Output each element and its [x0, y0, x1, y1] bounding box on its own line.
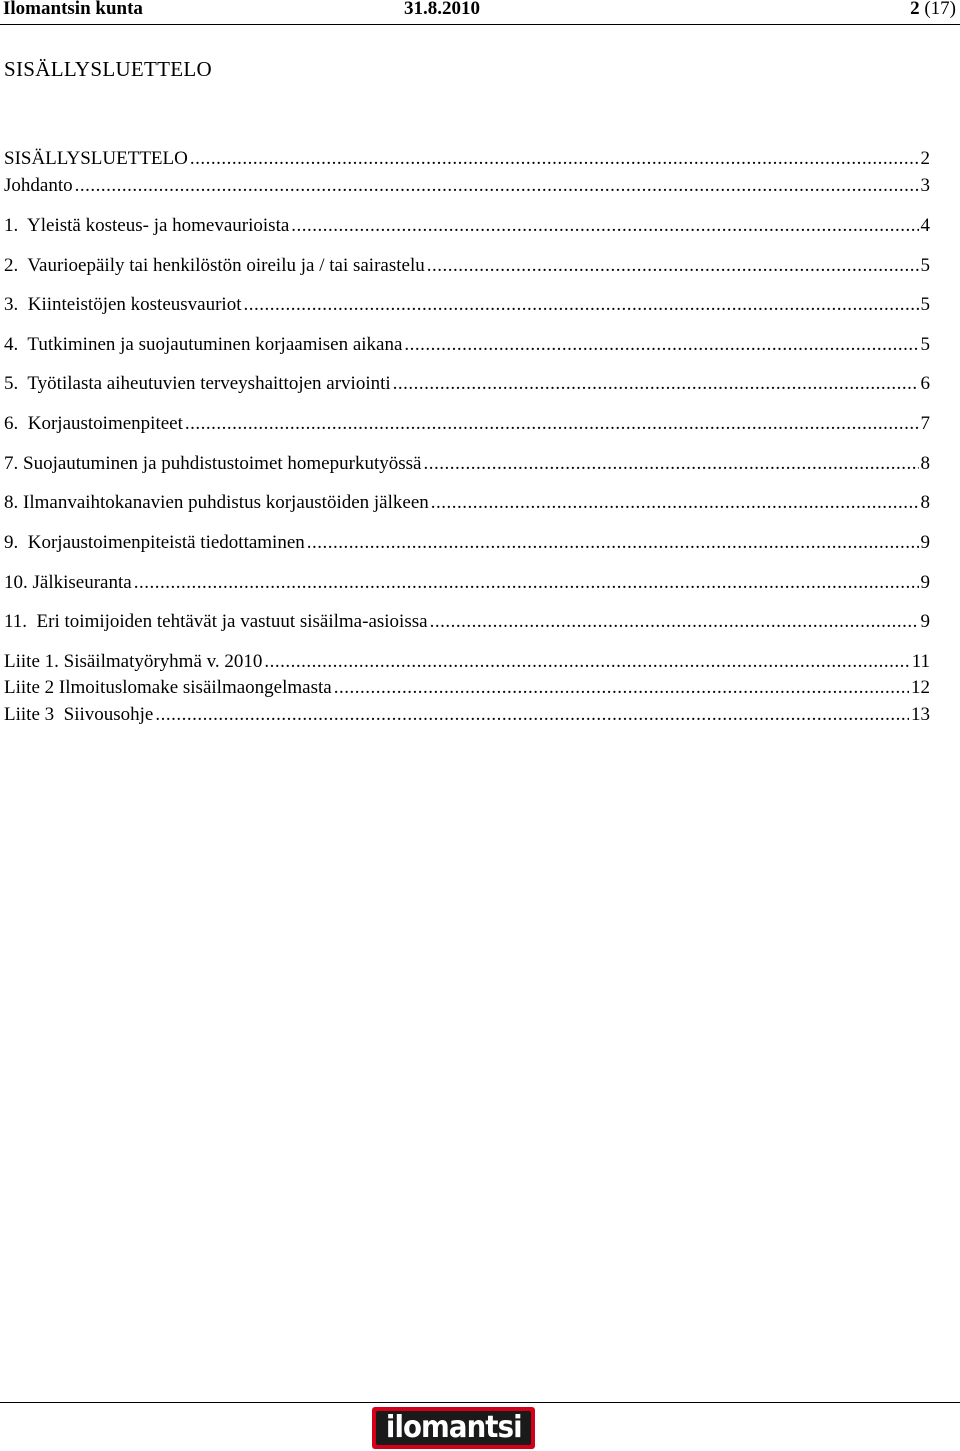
header-divider [0, 24, 960, 25]
toc-entry[interactable] [4, 611, 930, 633]
toc-dot-leader [190, 148, 919, 170]
toc-entry[interactable] [4, 453, 930, 475]
page-title: SISÄLLYSLUETTELO [4, 57, 213, 81]
toc-dot-leader [404, 334, 918, 356]
toc-dot-leader [430, 611, 919, 633]
toc-entry-page: 8 [920, 492, 930, 513]
toc-dot-leader [307, 532, 919, 554]
toc-entry-page: 9 [920, 611, 930, 632]
toc-entry[interactable] [4, 704, 930, 726]
toc-dot-leader [185, 413, 919, 435]
toc-entry-label: Johdanto [4, 175, 73, 196]
toc-entry[interactable] [4, 532, 930, 554]
logo-wordmark: ilomantsi [385, 1410, 522, 1445]
toc-dot-leader [334, 677, 909, 699]
toc-entry-label: Liite 2 Ilmoituslomake sisäilmaongelmasta [4, 677, 332, 698]
toc-entry-page: 9 [920, 532, 930, 553]
toc-entry-label: 1. Yleistä kosteus- ja homevaurioista [4, 215, 290, 236]
toc-entry[interactable] [4, 492, 930, 514]
toc-entry-page: 9 [920, 572, 930, 593]
toc-entry-label: 4. Tutkiminen ja suojautuminen korjaamisen aikana [4, 334, 403, 355]
toc-entry-page: 8 [920, 453, 930, 474]
toc-entry-label: SISÄLLYSLUETTELO [4, 148, 188, 169]
toc-entry-page: 4 [920, 215, 930, 236]
footer-divider [0, 1402, 960, 1403]
toc-dot-leader [427, 255, 919, 277]
toc-entry-label: 9. Korjaustoimenpiteistä tiedottaminen [4, 532, 305, 553]
page-total: (17) [924, 0, 956, 19]
toc-entry-label: Liite 1. Sisäilmatyöryhmä v. 2010 [4, 651, 263, 672]
toc-entry-page: 6 [920, 373, 930, 394]
toc-dot-leader [291, 215, 918, 237]
page-header [0, 0, 960, 22]
toc-entry-page: 5 [920, 334, 930, 355]
page-indicator [910, 0, 956, 19]
page-number: 2 [910, 0, 920, 19]
toc-entry[interactable] [4, 334, 930, 356]
document-date: 31.8.2010 [404, 0, 480, 19]
toc-dot-leader [243, 294, 918, 316]
toc-entry-label: Liite 3 Siivousohje [4, 704, 154, 725]
toc-entry-label: 10. Jälkiseuranta [4, 572, 132, 593]
toc-entry-label: 8. Ilmanvaihtokanavien puhdistus korjaustöiden jälkeen [4, 492, 429, 513]
toc-entry-label: 5. Työtilasta aiheutuvien terveyshaittojen arviointi [4, 373, 391, 394]
toc-entry-label: 2. Vaurioepäily tai henkilöstön oireilu ja / tai sairastelu [4, 255, 425, 276]
organization-name: Ilomantsin kunta [3, 0, 143, 19]
toc-entry[interactable] [4, 175, 930, 197]
toc-entry[interactable] [4, 413, 930, 435]
toc-entry-page: 3 [920, 175, 930, 196]
toc-entry[interactable] [4, 572, 930, 594]
toc-entry[interactable] [4, 148, 930, 170]
toc-dot-leader [431, 492, 919, 514]
toc-entry-label: 11. Eri toimijoiden tehtävät ja vastuut sisäilma-asioissa [4, 611, 428, 632]
toc-entry[interactable] [4, 215, 930, 237]
toc-entry-page: 12 [911, 677, 930, 698]
toc-entry-page: 11 [911, 651, 930, 672]
toc-entry-label: 7. Suojautuminen ja puhdistustoimet homepurkutyössä [4, 453, 422, 474]
toc-entry-page: 7 [920, 413, 930, 434]
toc-entry-page: 13 [911, 704, 930, 725]
toc-dot-leader [155, 704, 909, 726]
toc-entry[interactable] [4, 677, 930, 699]
toc-entry-label: 3. Kiinteistöjen kosteusvauriot [4, 294, 242, 315]
toc-entry[interactable] [4, 373, 930, 395]
logo-panel [376, 1411, 531, 1445]
toc-dot-leader [134, 572, 919, 594]
toc-dot-leader [393, 373, 919, 395]
toc-entry-page: 5 [920, 255, 930, 276]
toc-dot-leader [75, 175, 919, 197]
toc-entry[interactable] [4, 255, 930, 277]
toc-entry[interactable] [4, 294, 930, 316]
ilomantsi-logo [372, 1407, 535, 1449]
toc-entry-label: 6. Korjaustoimenpiteet [4, 413, 183, 434]
toc-entry-page: 5 [920, 294, 930, 315]
toc-entry[interactable] [4, 651, 930, 673]
toc-entry-page: 2 [920, 148, 930, 169]
toc-dot-leader [264, 651, 909, 673]
toc-dot-leader [423, 453, 918, 475]
